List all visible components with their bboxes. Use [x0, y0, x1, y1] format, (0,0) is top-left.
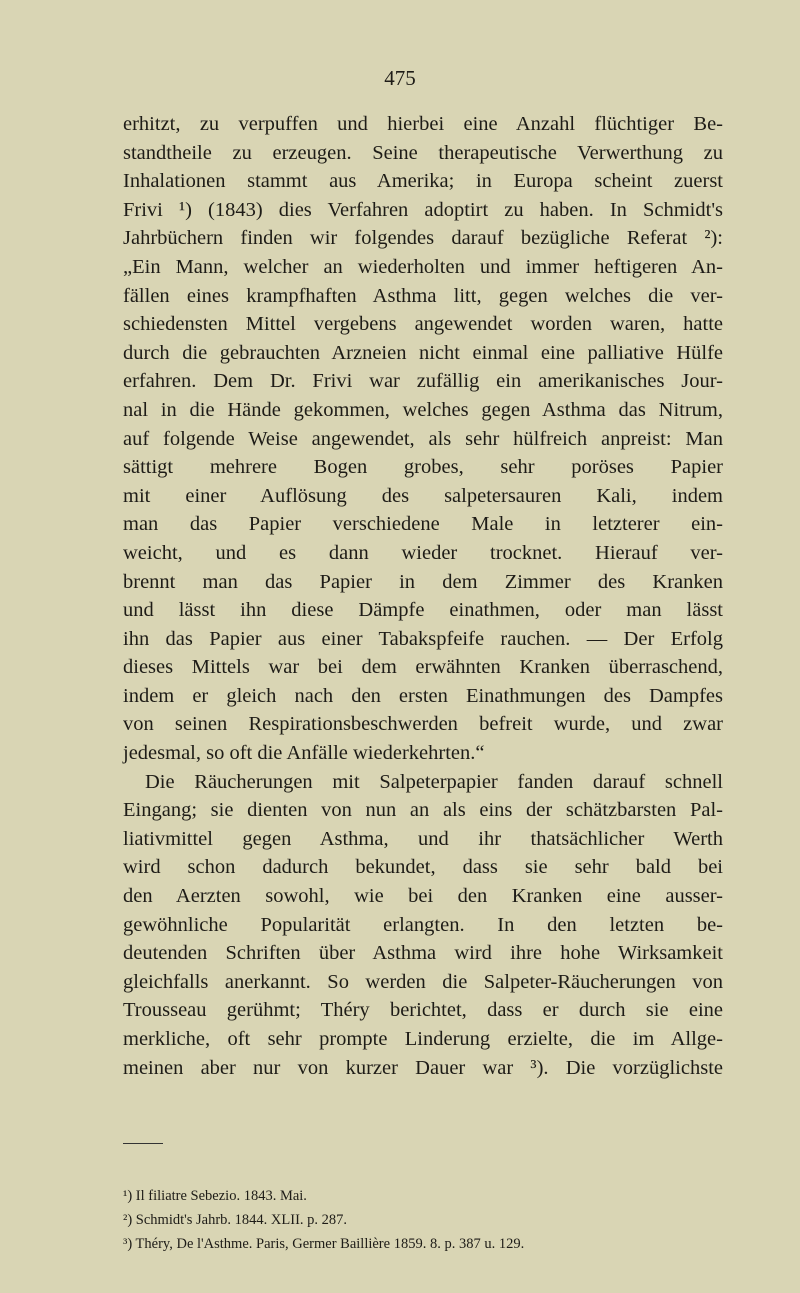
footnotes: [123, 1184, 743, 1256]
text-line: merkliche, oft sehr prompte Linderung erzielte, die im Allge-: [123, 1028, 723, 1050]
text-line: Trousseau gerühmt; Théry berichtet, dass er durch sie eine: [123, 999, 723, 1022]
text-line: Die Räucherungen mit Salpeterpapier fanden darauf schnell: [145, 770, 723, 793]
text-line: und lässt ihn diese Dämpfe einathmen, oder man lässt: [123, 599, 723, 622]
text-line: sättigt mehrere Bogen grobes, sehr poröses Papier: [123, 456, 723, 479]
text-line: liativmittel gegen Asthma, und ihr thatsächlicher Werth: [123, 827, 723, 850]
text-line: Inhalationen stammt aus Amerika; in Europa scheint zuerst: [123, 170, 723, 193]
text-line: dieses Mittels war bei dem erwähnten Kranken überraschend,: [123, 656, 723, 679]
text-line: weicht, und es dann wieder trocknet. Hierauf ver-: [123, 541, 723, 564]
footnote: ²) Schmidt's Jahrb. 1844. XLII. p. 287.: [123, 1212, 348, 1228]
text-line: Eingang; sie dienten von nun an als eins der schätzbarsten Pal-: [123, 799, 723, 822]
text-line: ihn das Papier aus einer Tabakspfeife rauchen. — Der Erfolg: [123, 627, 723, 650]
text-line: man das Papier verschiedene Male in letzterer ein-: [123, 513, 723, 536]
text-line: gewöhnliche Popularität erlangten. In den letzten be-: [123, 913, 723, 936]
text-line: erfahren. Dem Dr. Frivi war zufällig ein amerikanisches Jour-: [123, 370, 723, 393]
text-line: brennt man das Papier in dem Zimmer des Kranken: [123, 570, 723, 593]
text-line: meinen aber nur von kurzer Dauer war ³). Die vorzüglichste: [123, 1056, 723, 1079]
text-line: fällen eines krampfhaften Asthma litt, gegen welches die ver-: [123, 284, 723, 307]
body-text: [123, 110, 723, 1082]
text-line: jedesmal, so oft die Anfälle wiederkehrten.“: [123, 742, 485, 765]
text-line: mit einer Auflösung des salpetersauren Kali, indem: [123, 484, 723, 507]
footnote: ³) Théry, De l'Asthme. Paris, Germer Baillière 1859. 8. p. 387 u. 129.: [123, 1236, 525, 1252]
text-line: Jahrbüchern finden wir folgendes darauf bezügliche Referat ²):: [123, 227, 723, 250]
text-line: nal in die Hände gekommen, welches gegen Asthma das Nitrum,: [123, 398, 723, 421]
text-line: indem er gleich nach den ersten Einathmungen des Dampfes: [123, 684, 723, 707]
text-line: gleichfalls anerkannt. So werden die Salpeter-Räucherungen von: [123, 970, 723, 993]
text-line: auf folgende Weise angewendet, als sehr hülfreich anpreist: Man: [123, 427, 723, 450]
text-line: von seinen Respirationsbeschwerden befreit wurde, und zwar: [123, 713, 723, 736]
text-line: den Aerzten sowohl, wie bei den Kranken eine ausser-: [123, 885, 723, 908]
footnote: ¹) Il filiatre Sebezio. 1843. Mai.: [123, 1188, 307, 1204]
text-line: standtheile zu erzeugen. Seine therapeutische Verwerthung zu: [123, 141, 723, 164]
text-line: Frivi ¹) (1843) dies Verfahren adoptirt zu haben. In Schmidt's: [123, 198, 723, 221]
text-line: durch die gebrauchten Arzneien nicht einmal eine palliative Hülfe: [123, 341, 723, 364]
text-line: deutenden Schriften über Asthma wird ihre hohe Wirksamkeit: [123, 942, 723, 965]
page-number: 475: [384, 66, 416, 90]
text-line: schiedensten Mittel vergebens angewendet worden waren, hatte: [123, 313, 723, 336]
footnote-divider: [123, 1143, 163, 1144]
text-line: wird schon dadurch bekundet, dass sie sehr bald bei: [123, 856, 723, 879]
text-line: erhitzt, zu verpuffen und hierbei eine Anzahl flüchtiger Be-: [123, 113, 723, 135]
text-line: „Ein Mann, welcher an wiederholten und immer heftigeren An-: [123, 255, 723, 278]
